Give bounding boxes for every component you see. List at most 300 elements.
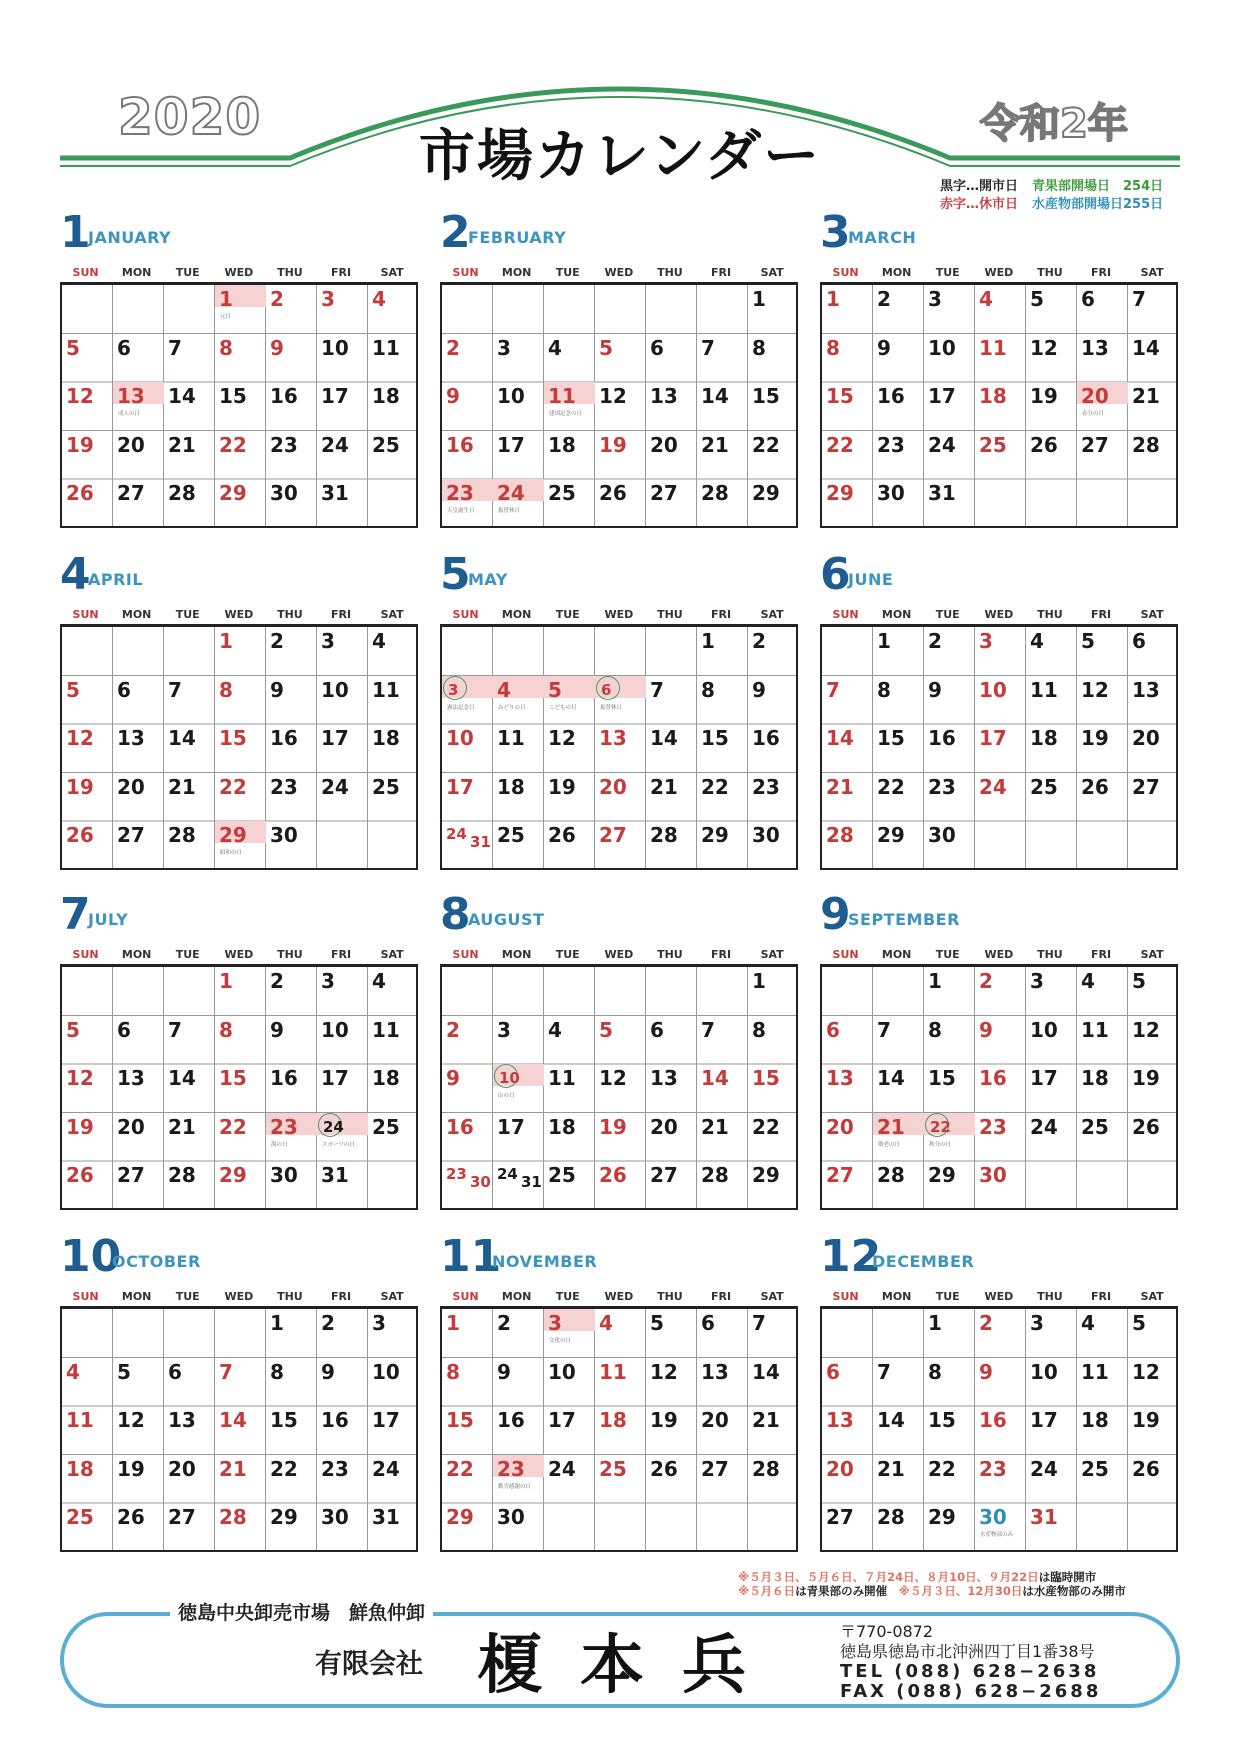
year-label: 2020 xyxy=(118,88,262,146)
day-cell xyxy=(595,1161,646,1210)
month-6 xyxy=(820,550,1178,880)
day-cell xyxy=(1128,1358,1179,1407)
day-cell xyxy=(1077,382,1128,431)
day-cell xyxy=(317,285,368,334)
day-number: 2 xyxy=(321,1311,335,1335)
day-cell xyxy=(975,1016,1026,1065)
day-number: 15 xyxy=(219,1066,247,1090)
day-cell xyxy=(748,773,799,822)
day-number: 22 xyxy=(270,1456,298,1481)
day-number: 3 xyxy=(497,335,511,360)
day-number: 14 xyxy=(701,1066,729,1090)
day-cell xyxy=(317,431,368,480)
day-cell xyxy=(697,431,748,480)
weekday-label: SUN xyxy=(72,608,99,621)
day-cell xyxy=(442,1503,493,1552)
day-number: 23 xyxy=(321,1456,349,1481)
day-cell xyxy=(1026,1064,1077,1113)
day-number: 12 xyxy=(650,1359,678,1384)
day-cell xyxy=(595,724,646,773)
day-cell xyxy=(646,382,697,431)
day-cell xyxy=(1077,773,1128,822)
day-cell xyxy=(368,334,419,383)
weekday-label: THU xyxy=(277,608,303,621)
weekday-label: TUE xyxy=(175,266,200,279)
day-cell xyxy=(164,334,215,383)
day-number: 16 xyxy=(928,726,956,750)
day-cell xyxy=(975,676,1026,725)
day-number: 30 xyxy=(877,481,905,505)
day-number: 31 xyxy=(470,833,491,851)
day-cell xyxy=(266,821,317,870)
day-number: 26 xyxy=(66,481,94,505)
day-number: 12 xyxy=(1132,1017,1160,1042)
day-cell xyxy=(215,431,266,480)
day-number: 22 xyxy=(928,1456,956,1481)
day-cell xyxy=(646,479,697,528)
day-cell xyxy=(317,773,368,822)
day-number: 27 xyxy=(117,481,145,505)
day-cell xyxy=(748,382,799,431)
weekday-label: WED xyxy=(224,948,254,961)
day-number: 19 xyxy=(599,432,627,457)
month-number: 5 xyxy=(440,549,471,600)
day-cell xyxy=(442,821,493,870)
day-cell xyxy=(748,967,799,1016)
day-cell xyxy=(62,821,113,870)
day-cell xyxy=(215,967,266,1016)
weekday-label: SAT xyxy=(380,1290,404,1303)
weekday-label: THU xyxy=(1037,1290,1063,1303)
day-cell xyxy=(873,676,924,725)
day-number: 31 xyxy=(321,481,349,505)
day-cell xyxy=(822,1503,873,1552)
day-cell xyxy=(1128,627,1179,676)
weekday-label: MON xyxy=(121,1290,152,1303)
day-cell xyxy=(1026,1016,1077,1065)
day-number: 7 xyxy=(168,677,182,702)
day-cell xyxy=(368,285,419,334)
footnote-3-suffix: は水産物部のみ開市 xyxy=(1022,1584,1126,1598)
day-number: 23 xyxy=(446,1165,467,1183)
day-cell xyxy=(266,431,317,480)
day-cell xyxy=(975,967,1026,1016)
weekday-header xyxy=(60,948,418,962)
day-grid xyxy=(60,282,418,528)
day-cell xyxy=(266,627,317,676)
day-number: 20 xyxy=(599,774,627,799)
day-number: 4 xyxy=(372,287,386,311)
weekday-label: SAT xyxy=(760,1290,784,1303)
day-cell xyxy=(62,724,113,773)
day-cell xyxy=(164,1064,215,1113)
day-cell xyxy=(1026,1113,1077,1162)
day-cell xyxy=(442,1016,493,1065)
day-cell xyxy=(266,773,317,822)
day-cell xyxy=(317,1503,368,1552)
weekday-label: SAT xyxy=(380,608,404,621)
day-number: 8 xyxy=(219,1017,233,1042)
day-number: 24 xyxy=(497,1165,518,1183)
weekday-label: THU xyxy=(1037,266,1063,279)
day-cell xyxy=(266,1358,317,1407)
weekday-label: FRI xyxy=(710,1290,732,1303)
day-cell xyxy=(368,676,419,725)
day-cell xyxy=(1026,1309,1077,1358)
month-name: JANUARY xyxy=(88,228,172,247)
weekday-header xyxy=(820,1290,1178,1304)
day-cell xyxy=(748,627,799,676)
day-number: 29 xyxy=(826,481,854,505)
day-number: 24 xyxy=(1030,1114,1058,1139)
day-number: 15 xyxy=(270,1408,298,1432)
day-cell xyxy=(368,1455,419,1504)
month-number: 4 xyxy=(60,549,91,600)
day-cell xyxy=(317,1113,368,1162)
day-cell xyxy=(748,676,799,725)
day-cell xyxy=(493,773,544,822)
day-number: 29 xyxy=(877,823,905,847)
day-number: 30 xyxy=(270,823,298,847)
weekday-label: THU xyxy=(657,608,683,621)
day-number: 29 xyxy=(446,1505,474,1529)
footer-company-name: 榎本兵 xyxy=(478,1628,784,1703)
day-number: 20 xyxy=(650,1114,678,1139)
day-number: 2 xyxy=(752,629,766,653)
holiday-name: 天皇誕生日 xyxy=(447,508,475,514)
weekday-label: THU xyxy=(657,266,683,279)
day-number: 31 xyxy=(928,481,956,505)
day-cell xyxy=(975,382,1026,431)
day-grid xyxy=(820,624,1178,870)
day-number: 16 xyxy=(270,726,298,750)
weekday-label: FRI xyxy=(1090,1290,1112,1303)
day-cell xyxy=(975,1064,1026,1113)
fax-number: FAX (088) 628−2688 xyxy=(840,1681,1102,1702)
day-number: 28 xyxy=(1132,432,1160,457)
day-number: 24 xyxy=(497,481,525,505)
day-number: 7 xyxy=(877,1359,891,1384)
day-cell xyxy=(697,1016,748,1065)
day-number: 31 xyxy=(372,1505,400,1529)
day-cell xyxy=(975,1406,1026,1455)
day-number: 1 xyxy=(219,629,233,653)
footnote-1-suffix: は臨時開市 xyxy=(1038,1570,1097,1584)
day-cell xyxy=(113,1161,164,1210)
day-number: 9 xyxy=(979,1017,993,1042)
day-number: 6 xyxy=(1081,287,1095,311)
weekday-label: SUN xyxy=(72,266,99,279)
day-grid xyxy=(820,282,1178,528)
day-cell xyxy=(266,1064,317,1113)
day-cell xyxy=(1077,285,1128,334)
month-9 xyxy=(820,890,1178,1220)
day-cell xyxy=(975,1309,1026,1358)
day-cell xyxy=(924,773,975,822)
day-cell xyxy=(113,821,164,870)
weekday-label: FRI xyxy=(1090,948,1112,961)
weekday-label: TUE xyxy=(175,608,200,621)
weekday-header xyxy=(60,608,418,622)
footer-address xyxy=(840,1622,1101,1702)
day-number: 14 xyxy=(219,1408,247,1432)
day-grid xyxy=(60,1306,418,1552)
day-number: 30 xyxy=(321,1505,349,1529)
day-cell xyxy=(544,1309,595,1358)
day-cell xyxy=(822,479,873,528)
weekday-label: MON xyxy=(121,948,152,961)
day-cell xyxy=(544,1016,595,1065)
month-header xyxy=(440,208,798,258)
day-cell xyxy=(368,967,419,1016)
day-number: 21 xyxy=(826,774,854,799)
weekday-label: MON xyxy=(881,266,912,279)
day-cell xyxy=(113,382,164,431)
day-cell xyxy=(266,676,317,725)
day-number: 15 xyxy=(219,726,247,750)
day-number: 25 xyxy=(1081,1114,1109,1139)
day-cell xyxy=(1128,285,1179,334)
day-cell xyxy=(62,1113,113,1162)
day-number: 21 xyxy=(701,1114,729,1139)
day-cell xyxy=(493,382,544,431)
day-number: 19 xyxy=(117,1456,145,1481)
day-number: 23 xyxy=(446,481,474,505)
day-number: 15 xyxy=(928,1066,956,1090)
day-number: 21 xyxy=(1132,384,1160,408)
day-cell xyxy=(595,1406,646,1455)
day-number: 1 xyxy=(826,287,840,311)
day-number: 15 xyxy=(928,1408,956,1432)
day-cell xyxy=(822,1406,873,1455)
month-header xyxy=(820,1232,1178,1282)
month-3 xyxy=(820,208,1178,538)
day-number: 8 xyxy=(270,1359,284,1384)
day-cell xyxy=(317,1064,368,1113)
day-number: 20 xyxy=(826,1114,854,1139)
day-number: 29 xyxy=(701,823,729,847)
day-number: 11 xyxy=(372,677,400,702)
day-number: 19 xyxy=(66,1114,94,1139)
weekday-label: TUE xyxy=(555,1290,580,1303)
day-cell xyxy=(1026,1455,1077,1504)
day-number: 26 xyxy=(1132,1456,1160,1481)
day-number: 10 xyxy=(928,335,956,360)
weekday-header xyxy=(820,948,1178,962)
day-number: 11 xyxy=(66,1408,94,1432)
day-number: 3 xyxy=(1030,969,1044,993)
day-cell xyxy=(1026,1358,1077,1407)
day-number: 19 xyxy=(599,1114,627,1139)
day-number: 4 xyxy=(548,1017,562,1042)
footer-company-type: 有限会社 xyxy=(315,1649,423,1680)
day-number: 15 xyxy=(877,726,905,750)
day-number: 20 xyxy=(117,774,145,799)
day-number: 12 xyxy=(548,726,576,750)
day-number: 22 xyxy=(877,774,905,799)
day-cell xyxy=(595,1358,646,1407)
day-number: 11 xyxy=(372,1017,400,1042)
footnotes xyxy=(738,1570,1126,1598)
day-number: 17 xyxy=(321,1066,349,1090)
day-number: 5 xyxy=(1030,287,1044,311)
day-cell xyxy=(62,676,113,725)
day-cell xyxy=(697,773,748,822)
day-number: 2 xyxy=(270,629,284,653)
day-cell xyxy=(1077,1309,1128,1358)
month-number: 6 xyxy=(820,549,851,600)
day-number: 21 xyxy=(752,1408,780,1432)
month-10 xyxy=(60,1232,418,1562)
day-number: 5 xyxy=(650,1311,664,1335)
month-name: SEPTEMBER xyxy=(848,910,960,929)
footer-market: 徳島中央卸売市場 鮮魚仲卸 xyxy=(170,1598,433,1625)
day-cell xyxy=(113,773,164,822)
day-number: 13 xyxy=(117,384,145,408)
day-number: 31 xyxy=(521,1173,542,1191)
day-number: 22 xyxy=(701,774,729,799)
day-number: 3 xyxy=(372,1311,386,1335)
weekday-label: SUN xyxy=(452,948,479,961)
day-cell xyxy=(317,724,368,773)
day-cell xyxy=(164,1113,215,1162)
day-number: 17 xyxy=(979,726,1007,750)
day-number: 21 xyxy=(650,774,678,799)
day-number: 8 xyxy=(752,335,766,360)
day-cell xyxy=(215,1503,266,1552)
day-number: 13 xyxy=(1081,335,1109,360)
month-8 xyxy=(440,890,798,1220)
day-number: 28 xyxy=(219,1505,247,1529)
day-cell xyxy=(368,1358,419,1407)
day-cell xyxy=(164,479,215,528)
day-number: 29 xyxy=(219,823,247,847)
day-cell xyxy=(646,1161,697,1210)
day-cell xyxy=(544,1064,595,1113)
day-number: 18 xyxy=(497,774,525,799)
day-cell xyxy=(1128,382,1179,431)
day-cell xyxy=(748,431,799,480)
day-number: 25 xyxy=(1030,774,1058,799)
day-cell xyxy=(317,1309,368,1358)
day-number: 7 xyxy=(701,335,715,360)
day-cell xyxy=(368,1406,419,1455)
day-number: 23 xyxy=(270,774,298,799)
day-number: 19 xyxy=(1081,726,1109,750)
day-cell xyxy=(697,1455,748,1504)
day-cell xyxy=(748,724,799,773)
day-number: 6 xyxy=(826,1017,840,1042)
day-number: 26 xyxy=(1132,1114,1160,1139)
month-1 xyxy=(60,208,418,538)
footnote-3: ※５月３日、12月30日 xyxy=(898,1584,1023,1598)
month-4 xyxy=(60,550,418,880)
day-number: 28 xyxy=(650,823,678,847)
day-number: 4 xyxy=(372,969,386,993)
day-number: 27 xyxy=(1081,432,1109,457)
day-number: 7 xyxy=(219,1359,233,1384)
day-number: 7 xyxy=(752,1311,766,1335)
month-11 xyxy=(440,1232,798,1562)
day-number: 16 xyxy=(877,384,905,408)
weekday-label: SUN xyxy=(832,1290,859,1303)
day-number: 2 xyxy=(497,1311,511,1335)
day-cell xyxy=(646,1358,697,1407)
footnote-1: ※５月３日、５月６日、７月24日、８月10日、９月22日 xyxy=(738,1570,1039,1584)
day-number: 27 xyxy=(168,1505,196,1529)
month-header xyxy=(60,1232,418,1282)
weekday-label: SUN xyxy=(452,266,479,279)
day-cell xyxy=(1026,627,1077,676)
day-cell xyxy=(924,1455,975,1504)
day-cell xyxy=(317,1161,368,1210)
day-cell xyxy=(215,773,266,822)
day-cell xyxy=(975,773,1026,822)
day-number: 11 xyxy=(548,384,576,408)
day-cell xyxy=(1077,1406,1128,1455)
day-cell xyxy=(266,334,317,383)
day-number: 17 xyxy=(372,1408,400,1432)
day-number: 11 xyxy=(497,726,525,750)
day-cell xyxy=(595,1455,646,1504)
day-number: 9 xyxy=(497,1359,511,1384)
day-cell xyxy=(1077,1113,1128,1162)
day-number: 6 xyxy=(701,1311,715,1335)
month-header xyxy=(60,550,418,600)
month-number: 9 xyxy=(820,889,851,940)
day-cell xyxy=(873,627,924,676)
day-number: 4 xyxy=(548,335,562,360)
day-number: 12 xyxy=(1132,1359,1160,1384)
day-cell xyxy=(493,1064,544,1113)
day-number: 29 xyxy=(928,1163,956,1187)
day-cell xyxy=(1026,1503,1077,1552)
day-number: 15 xyxy=(701,726,729,750)
day-number: 28 xyxy=(826,823,854,847)
day-cell xyxy=(493,1406,544,1455)
day-cell xyxy=(113,1064,164,1113)
weekday-label: WED xyxy=(984,1290,1014,1303)
day-number: 13 xyxy=(168,1408,196,1432)
day-number: 17 xyxy=(497,1114,525,1139)
weekday-header xyxy=(440,608,798,622)
day-cell xyxy=(873,431,924,480)
weekday-label: THU xyxy=(277,948,303,961)
day-cell xyxy=(164,1455,215,1504)
day-number: 14 xyxy=(1132,335,1160,360)
holiday-name: 振替休日 xyxy=(498,508,521,514)
day-cell xyxy=(1128,1113,1179,1162)
month-name: MAY xyxy=(468,570,508,589)
weekday-label: SAT xyxy=(1140,608,1164,621)
day-cell xyxy=(113,431,164,480)
day-cell xyxy=(215,821,266,870)
day-cell xyxy=(544,1358,595,1407)
day-number: 8 xyxy=(701,677,715,702)
day-cell xyxy=(368,431,419,480)
day-cell xyxy=(1128,1406,1179,1455)
day-number: 17 xyxy=(321,726,349,750)
day-number: 22 xyxy=(219,1114,247,1139)
day-cell xyxy=(493,1503,544,1552)
day-cell xyxy=(62,1016,113,1065)
day-cell xyxy=(873,479,924,528)
weekday-label: SUN xyxy=(72,1290,99,1303)
weekday-label: SUN xyxy=(832,266,859,279)
day-number: 29 xyxy=(928,1505,956,1529)
month-2 xyxy=(440,208,798,538)
weekday-label: SAT xyxy=(1140,948,1164,961)
